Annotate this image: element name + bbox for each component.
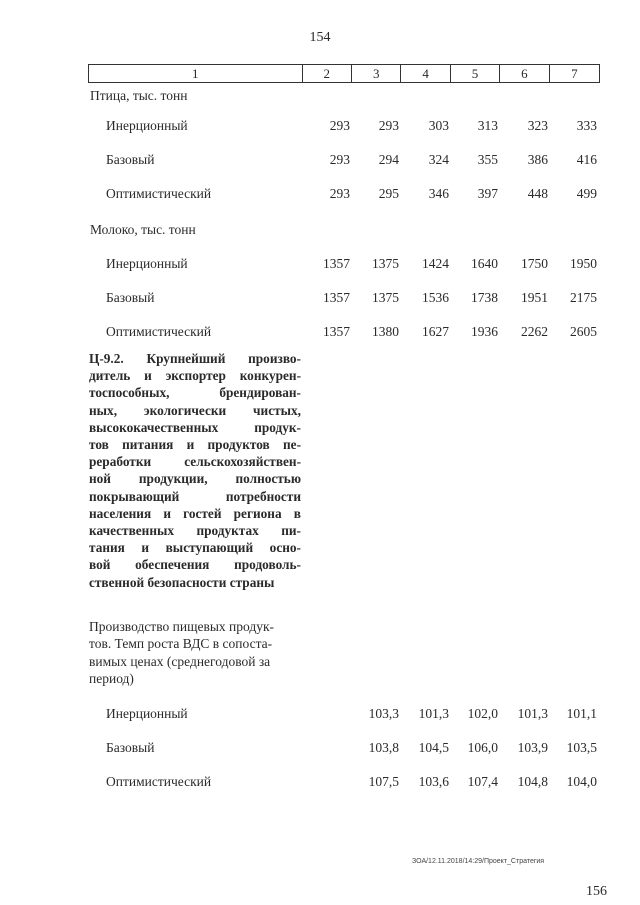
table-header-cell: 6 [500, 65, 549, 82]
cell: 448 [527, 186, 548, 201]
page-number: 154 [309, 30, 331, 45]
cell: 295 [378, 186, 399, 201]
table-header-cell: 3 [352, 65, 401, 82]
cell: 103,6 [418, 774, 449, 789]
cell: 355 [477, 152, 498, 167]
goal-line: тов питания и продуктов пе- [89, 437, 301, 453]
cell: 1536 [422, 290, 449, 305]
goal-text [89, 350, 301, 591]
cell: 104,5 [418, 740, 449, 755]
cell: 313 [477, 118, 498, 133]
cell: 1950 [570, 256, 597, 271]
row-label: Базовый [106, 152, 155, 167]
cell: 104,8 [517, 774, 548, 789]
cell: 1640 [471, 256, 498, 271]
row-label: Инерционный [106, 706, 188, 721]
indicator-text [89, 618, 304, 687]
cell: 303 [428, 118, 449, 133]
cell: 416 [576, 152, 597, 167]
goal-line: дитель и экспортер конкурен- [89, 368, 301, 384]
cell: 103,5 [566, 740, 597, 755]
goal-line: покрывающий потребности [89, 488, 301, 504]
goal-line: ной продукции, полностью [89, 471, 301, 487]
cell: 101,3 [517, 706, 548, 721]
table-row [0, 290, 640, 308]
row-label: Оптимистический [106, 324, 212, 339]
table-row [0, 118, 640, 136]
cell: 294 [378, 152, 399, 167]
indicator-line: Производство пищевых продук- [89, 619, 275, 634]
goal-line: населения и гостей региона в [89, 505, 301, 521]
cell: 1357 [323, 256, 350, 271]
cell: 323 [527, 118, 548, 133]
cell: 1375 [372, 290, 399, 305]
cell: 2605 [570, 324, 597, 339]
goal-line: тоспособных, брендирован- [89, 385, 301, 401]
goal-line: Ц-9.2. Крупнейший произво- [89, 351, 301, 366]
cell: 499 [576, 186, 597, 201]
footer-stamp: ЗОА/12.11.2018/14:29/Проект_Стратегия [412, 858, 545, 865]
goal-line: реработки сельскохозяйствен- [89, 454, 301, 470]
indicator-line: период) [89, 670, 134, 686]
cell: 103,9 [517, 740, 548, 755]
goal-line: вой обеспечения продоволь- [89, 557, 301, 573]
goal-line: ственной безопасности страны [89, 574, 275, 590]
goal-line: тания и выступающий осно- [89, 540, 301, 556]
cell: 1951 [521, 290, 548, 305]
row-label: Оптимистический [106, 186, 212, 201]
table-header-cell: 4 [401, 65, 450, 82]
table-header-cell: 7 [571, 66, 578, 81]
cell: 397 [477, 186, 498, 201]
cell: 2262 [521, 324, 548, 339]
cell: 106,0 [467, 740, 498, 755]
cell: 101,3 [418, 706, 449, 721]
table-row [0, 740, 640, 758]
cell: 346 [428, 186, 449, 201]
indicator-line: тов. Темп роста ВДС в сопоста- [89, 636, 273, 652]
table-header-cell: 1 [89, 65, 303, 82]
cell: 1424 [422, 256, 449, 271]
cell: 102,0 [467, 706, 498, 721]
row-label: Инерционный [106, 256, 188, 271]
table-header-cell: 5 [451, 65, 500, 82]
cell: 101,1 [566, 706, 597, 721]
row-label: Базовый [106, 740, 155, 755]
goal-line: качественных продуктах пи- [89, 523, 301, 539]
cell: 386 [527, 152, 548, 167]
cell: 1738 [471, 290, 498, 305]
cell: 1936 [471, 324, 498, 339]
goal-line: высококачественных продук- [89, 419, 301, 435]
table-row [0, 706, 640, 724]
cell: 293 [329, 118, 350, 133]
cell: 107,4 [467, 774, 498, 789]
section-title: Птица, тыс. тонн [90, 88, 188, 103]
table-header-cell: 2 [303, 65, 352, 82]
goal-line: ных, экологически чистых, [89, 402, 301, 418]
row-label: Базовый [106, 290, 155, 305]
cell: 293 [329, 186, 350, 201]
cell: 1380 [372, 324, 399, 339]
cell: 1750 [521, 256, 548, 271]
corner-page-number: 156 [586, 884, 607, 899]
table-row [0, 774, 640, 792]
cell: 293 [378, 118, 399, 133]
row-label: Инерционный [106, 118, 188, 133]
cell: 1357 [323, 324, 350, 339]
row-label: Оптимистический [106, 774, 212, 789]
cell: 103,3 [368, 706, 399, 721]
cell: 107,5 [368, 774, 399, 789]
cell: 104,0 [566, 774, 597, 789]
table-row [0, 256, 640, 274]
cell: 333 [576, 118, 597, 133]
cell: 1357 [323, 290, 350, 305]
cell: 293 [329, 152, 350, 167]
table-row [0, 324, 640, 342]
cell: 2175 [570, 290, 597, 305]
cell: 103,8 [368, 740, 399, 755]
cell: 324 [428, 152, 449, 167]
cell: 1627 [422, 324, 449, 339]
table-header-row [88, 64, 600, 83]
cell: 1375 [372, 256, 399, 271]
table-row [0, 152, 640, 170]
table-row [0, 186, 640, 204]
indicator-line: вимых ценах (среднегодовой за [89, 653, 271, 669]
section-title: Молоко, тыс. тонн [90, 222, 196, 237]
